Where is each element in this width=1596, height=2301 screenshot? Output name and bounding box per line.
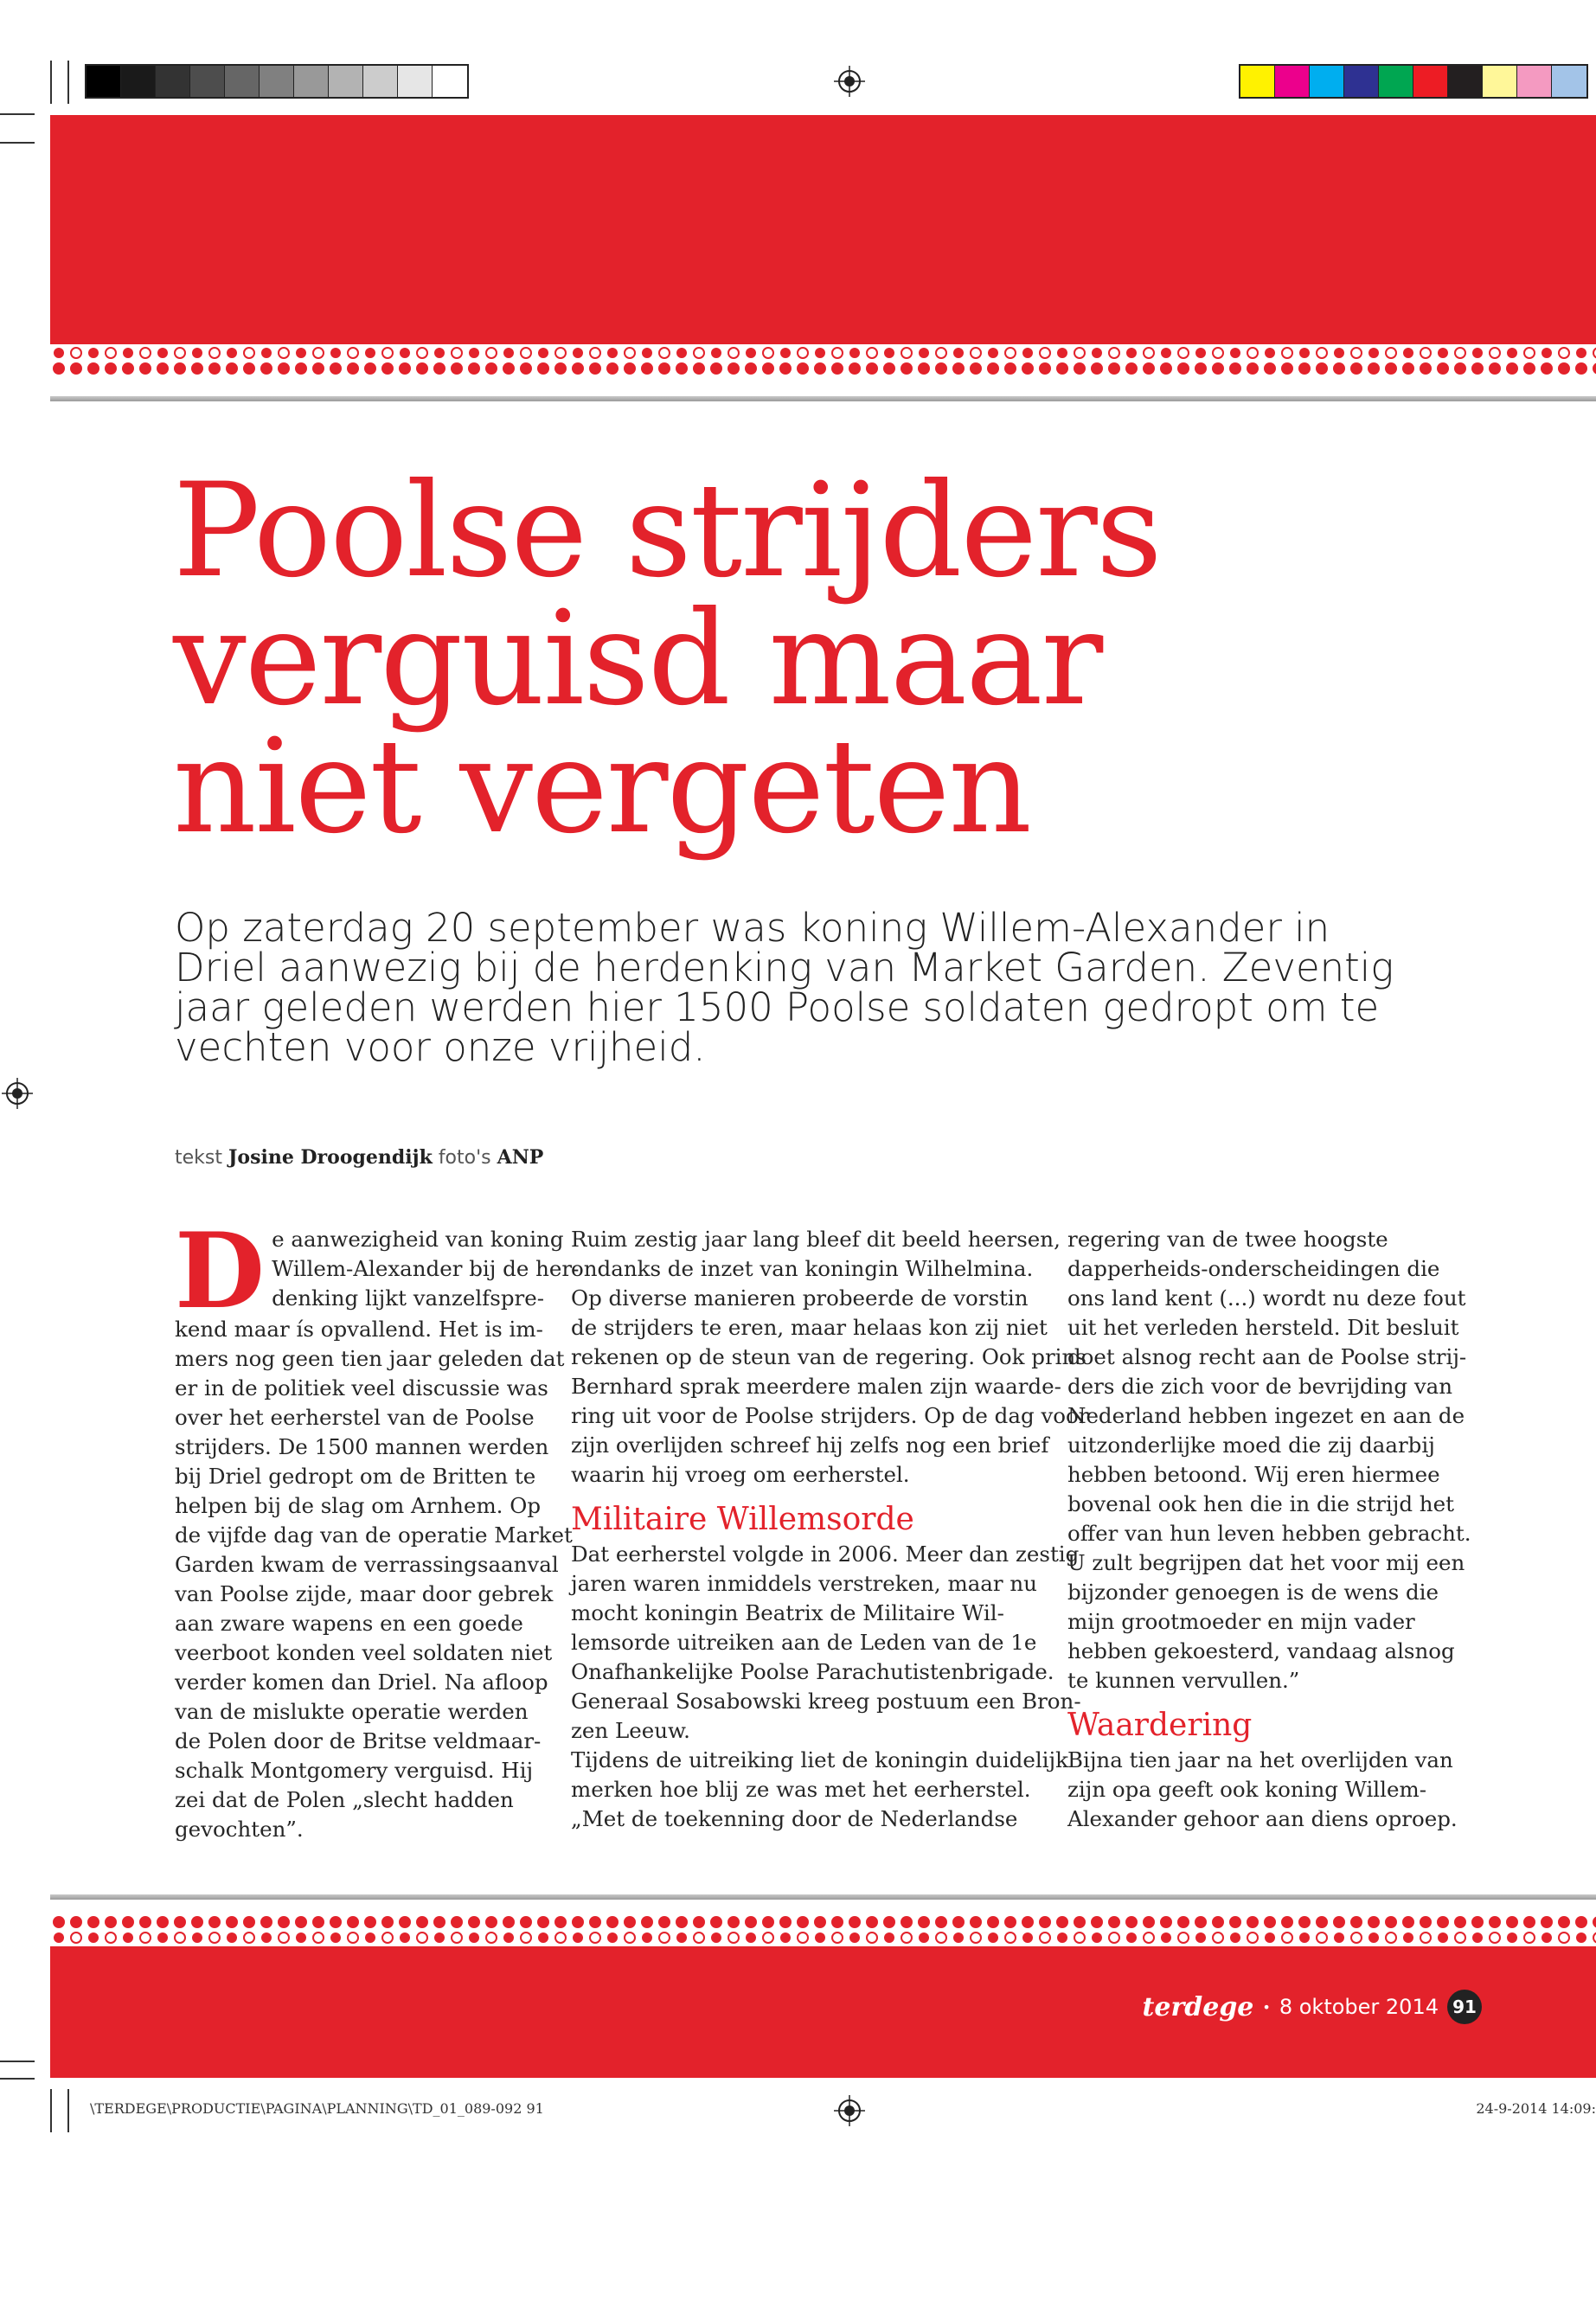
body-line: kend maar ís opvallend. Het is im- xyxy=(175,1317,543,1342)
body-line: bijzonder genoegen is de wens die xyxy=(1067,1580,1439,1605)
body-line: ring uit voor de Poolse strijders. Op de dag voor xyxy=(571,1403,1089,1428)
body-line: aan zware wapens en een goede xyxy=(175,1611,523,1636)
body-line: dapperheids-onderscheidingen die xyxy=(1067,1256,1440,1281)
body-line: ondanks de inzet van koningin Wilhelmina. xyxy=(571,1256,1034,1281)
body-line: gevochten”. xyxy=(175,1817,304,1842)
top-red-band xyxy=(50,115,1596,347)
body-line: de vijfde dag van de operatie Market xyxy=(175,1522,573,1548)
body-line: doet alsnog recht aan de Poolse strij- xyxy=(1067,1344,1467,1369)
calibration-swatch xyxy=(1517,66,1552,97)
body-line: Ruim zestig jaar lang bleef dit beeld heersen, xyxy=(571,1227,1061,1252)
calibration-swatch xyxy=(1552,66,1586,97)
crop-mark xyxy=(67,61,69,104)
byline-photo-label: foto's xyxy=(438,1147,491,1169)
body-line: uit het verleden hersteld. Dit besluit xyxy=(1067,1315,1459,1340)
calibration-swatch xyxy=(433,66,467,97)
body-line: Op diverse manieren probeerde de vorstin xyxy=(571,1285,1029,1311)
calibration-swatch xyxy=(398,66,433,97)
body-line: Bijna tien jaar na het overlijden van xyxy=(1067,1747,1453,1772)
body-line: Alexander gehoor aan diens oproep. xyxy=(1067,1806,1458,1831)
intro-line: vechten voor onze vrijheid. xyxy=(175,1024,706,1070)
page-title xyxy=(173,456,1471,862)
subheading: Militaire Willemsorde xyxy=(571,1502,914,1537)
intro-line: Driel aanwezig bij de herdenking van Market Garden. Zeventig xyxy=(175,945,1394,990)
body-line: zei dat de Polen „slecht hadden xyxy=(175,1787,514,1812)
body-line: offer van hun leven hebben gebracht. xyxy=(1067,1521,1471,1546)
color-calibration-strip xyxy=(1239,64,1588,99)
calibration-swatch xyxy=(329,66,363,97)
calibration-swatch xyxy=(1413,66,1448,97)
body-line: veerboot konden veel soldaten niet xyxy=(175,1640,553,1665)
body-line: hebben gekoesterd, vandaag alsnog xyxy=(1067,1638,1455,1663)
body-line: Garden kwam de verrassingsaanval xyxy=(175,1552,559,1577)
calibration-swatch xyxy=(121,66,156,97)
byline-text-label: tekst xyxy=(175,1147,222,1169)
body-line: mocht koningin Beatrix de Militaire Wil- xyxy=(571,1600,1004,1625)
body-line: lemsorde uitreiken aan de Leden van de 1e xyxy=(571,1630,1037,1655)
article-column-3 xyxy=(1067,1225,1471,1834)
calibration-swatch xyxy=(1240,66,1275,97)
brand-logo: terdege xyxy=(1142,1991,1254,2022)
slug-timestamp: 24-9-2014 14:09: xyxy=(1476,2100,1596,2117)
body-line: uitzonderlijke moed die zij daarbij xyxy=(1067,1433,1435,1458)
body-line: Generaal Sosabowski kreeg postuum een Bron- xyxy=(571,1689,1081,1714)
body-line: strijders. De 1500 mannen werden xyxy=(175,1434,549,1459)
registration-mark-icon xyxy=(834,66,865,97)
body-line: zen Leeuw. xyxy=(571,1718,690,1743)
body-line: Nederland hebben ingezet en aan de xyxy=(1067,1403,1465,1428)
intro-line: Op zaterdag 20 september was koning Willem-Alexander in xyxy=(175,905,1330,951)
headline-line: verguisd maar xyxy=(173,584,1102,734)
crop-mark xyxy=(50,61,52,104)
issue-date: 8 oktober 2014 xyxy=(1279,1995,1439,2019)
body-line: helpen bij de slag om Arnhem. Op xyxy=(175,1493,542,1518)
crop-mark xyxy=(50,2089,52,2132)
body-line: denking lijkt vanzelfspre- xyxy=(272,1285,544,1311)
body-line: hebben betoond. Wij eren hiermee xyxy=(1067,1462,1440,1487)
body-line: te kunnen vervullen.” xyxy=(1067,1668,1300,1693)
top-dot-border xyxy=(50,344,1596,379)
body-line: de Polen door de Britse veldmaar- xyxy=(175,1728,542,1753)
drop-cap: D xyxy=(175,1210,266,1332)
body-line: jaren waren inmiddels verstreken, maar nu xyxy=(571,1571,1037,1596)
crop-mark xyxy=(0,142,35,144)
bottom-dot-border xyxy=(50,1912,1596,1946)
body-line: over het eerherstel van de Poolse xyxy=(175,1405,535,1430)
byline-author: Josine Droogendijk xyxy=(228,1146,433,1169)
calibration-swatch xyxy=(87,66,121,97)
calibration-swatch xyxy=(1379,66,1413,97)
headline-line: Poolse strijders xyxy=(173,456,1161,606)
calibration-swatch xyxy=(1310,66,1344,97)
article-column-2 xyxy=(571,1225,1089,1834)
calibration-swatch xyxy=(363,66,398,97)
calibration-swatch xyxy=(260,66,294,97)
body-line: rekenen op de steun van de regering. Ook prins xyxy=(571,1344,1086,1369)
calibration-swatch xyxy=(1275,66,1310,97)
intro-paragraph xyxy=(175,905,1438,1070)
intro-line: jaar geleden werden hier 1500 Poolse soldaten gedropt om te xyxy=(175,984,1380,1030)
calibration-swatch xyxy=(190,66,225,97)
body-line: merken hoe blij ze was met het eerherstel. xyxy=(571,1777,1031,1802)
calibration-swatch xyxy=(1483,66,1517,97)
registration-mark-icon xyxy=(2,1078,33,1109)
body-line: van Poolse zijde, maar door gebrek xyxy=(175,1581,554,1606)
body-line: ders die zich voor de bevrijding van xyxy=(1067,1374,1453,1399)
body-line: Bernhard sprak meerdere malen zijn waarde- xyxy=(571,1374,1061,1399)
calibration-swatch xyxy=(156,66,190,97)
body-line: U zult begrijpen dat het voor mij een xyxy=(1067,1550,1465,1575)
body-line: Tijdens de uitreiking liet de koningin duidelijk xyxy=(571,1747,1068,1772)
body-line: er in de politiek veel discussie was xyxy=(175,1375,548,1400)
subheading: Waardering xyxy=(1067,1708,1253,1743)
calibration-swatch xyxy=(1448,66,1483,97)
body-line: e aanwezigheid van koning xyxy=(272,1227,564,1252)
body-line: mijn grootmoeder en mijn vader xyxy=(1067,1609,1415,1634)
body-line: schalk Montgomery verguisd. Hij xyxy=(175,1758,534,1783)
slug-path: \TERDEGE\PRODUCTIE\PAGINA\PLANNING\TD_01_089-092 91 xyxy=(90,2100,544,2117)
body-line: ons land kent (...) wordt nu deze fout xyxy=(1067,1285,1466,1311)
body-line: „Met de toekenning door de Nederlandse xyxy=(571,1806,1018,1831)
body-line: waarin hij vroeg om eerherstel. xyxy=(571,1462,910,1487)
crop-mark xyxy=(67,2089,69,2132)
calibration-swatch xyxy=(225,66,260,97)
body-line: Onafhankelijke Poolse Parachutistenbrigade. xyxy=(571,1659,1054,1684)
body-line: regering van de twee hoogste xyxy=(1067,1227,1388,1252)
body-line: zijn opa geeft ook koning Willem- xyxy=(1067,1777,1426,1802)
footer-brand xyxy=(1143,1990,1482,2024)
footer-separator: • xyxy=(1262,1998,1271,2016)
body-line: de strijders te eren, maar helaas kon zij niet xyxy=(571,1315,1048,1340)
byline xyxy=(175,1146,543,1169)
calibration-swatch xyxy=(1344,66,1379,97)
body-line: bovenal ook hen die in die strijd het xyxy=(1067,1491,1454,1516)
headline-line: niet vergeten xyxy=(173,712,1030,862)
body-line: van de mislukte operatie werden xyxy=(175,1699,529,1724)
registration-mark-icon xyxy=(834,2095,865,2126)
byline-photographer: ANP xyxy=(497,1146,544,1169)
page-number: 91 xyxy=(1447,1990,1482,2024)
body-line: verder komen dan Driel. Na afloop xyxy=(175,1670,548,1695)
crop-mark xyxy=(0,2061,35,2062)
body-line: Dat eerherstel volgde in 2006. Meer dan zestig xyxy=(571,1541,1080,1567)
calibration-swatch xyxy=(294,66,329,97)
gray-calibration-strip xyxy=(85,64,469,99)
body-line: zijn overlijden schreef hij zelfs nog een brief xyxy=(571,1433,1049,1458)
body-line: bij Driel gedropt om de Britten te xyxy=(175,1464,536,1489)
body-line: mers nog geen tien jaar geleden dat xyxy=(175,1346,565,1371)
body-line: Willem-Alexander bij de her- xyxy=(272,1256,580,1281)
crop-mark xyxy=(0,2078,35,2080)
bottom-gray-rule xyxy=(50,1894,1596,1900)
top-gray-rule xyxy=(50,396,1596,401)
article-column-1 xyxy=(175,1210,580,1844)
crop-mark xyxy=(0,113,35,115)
